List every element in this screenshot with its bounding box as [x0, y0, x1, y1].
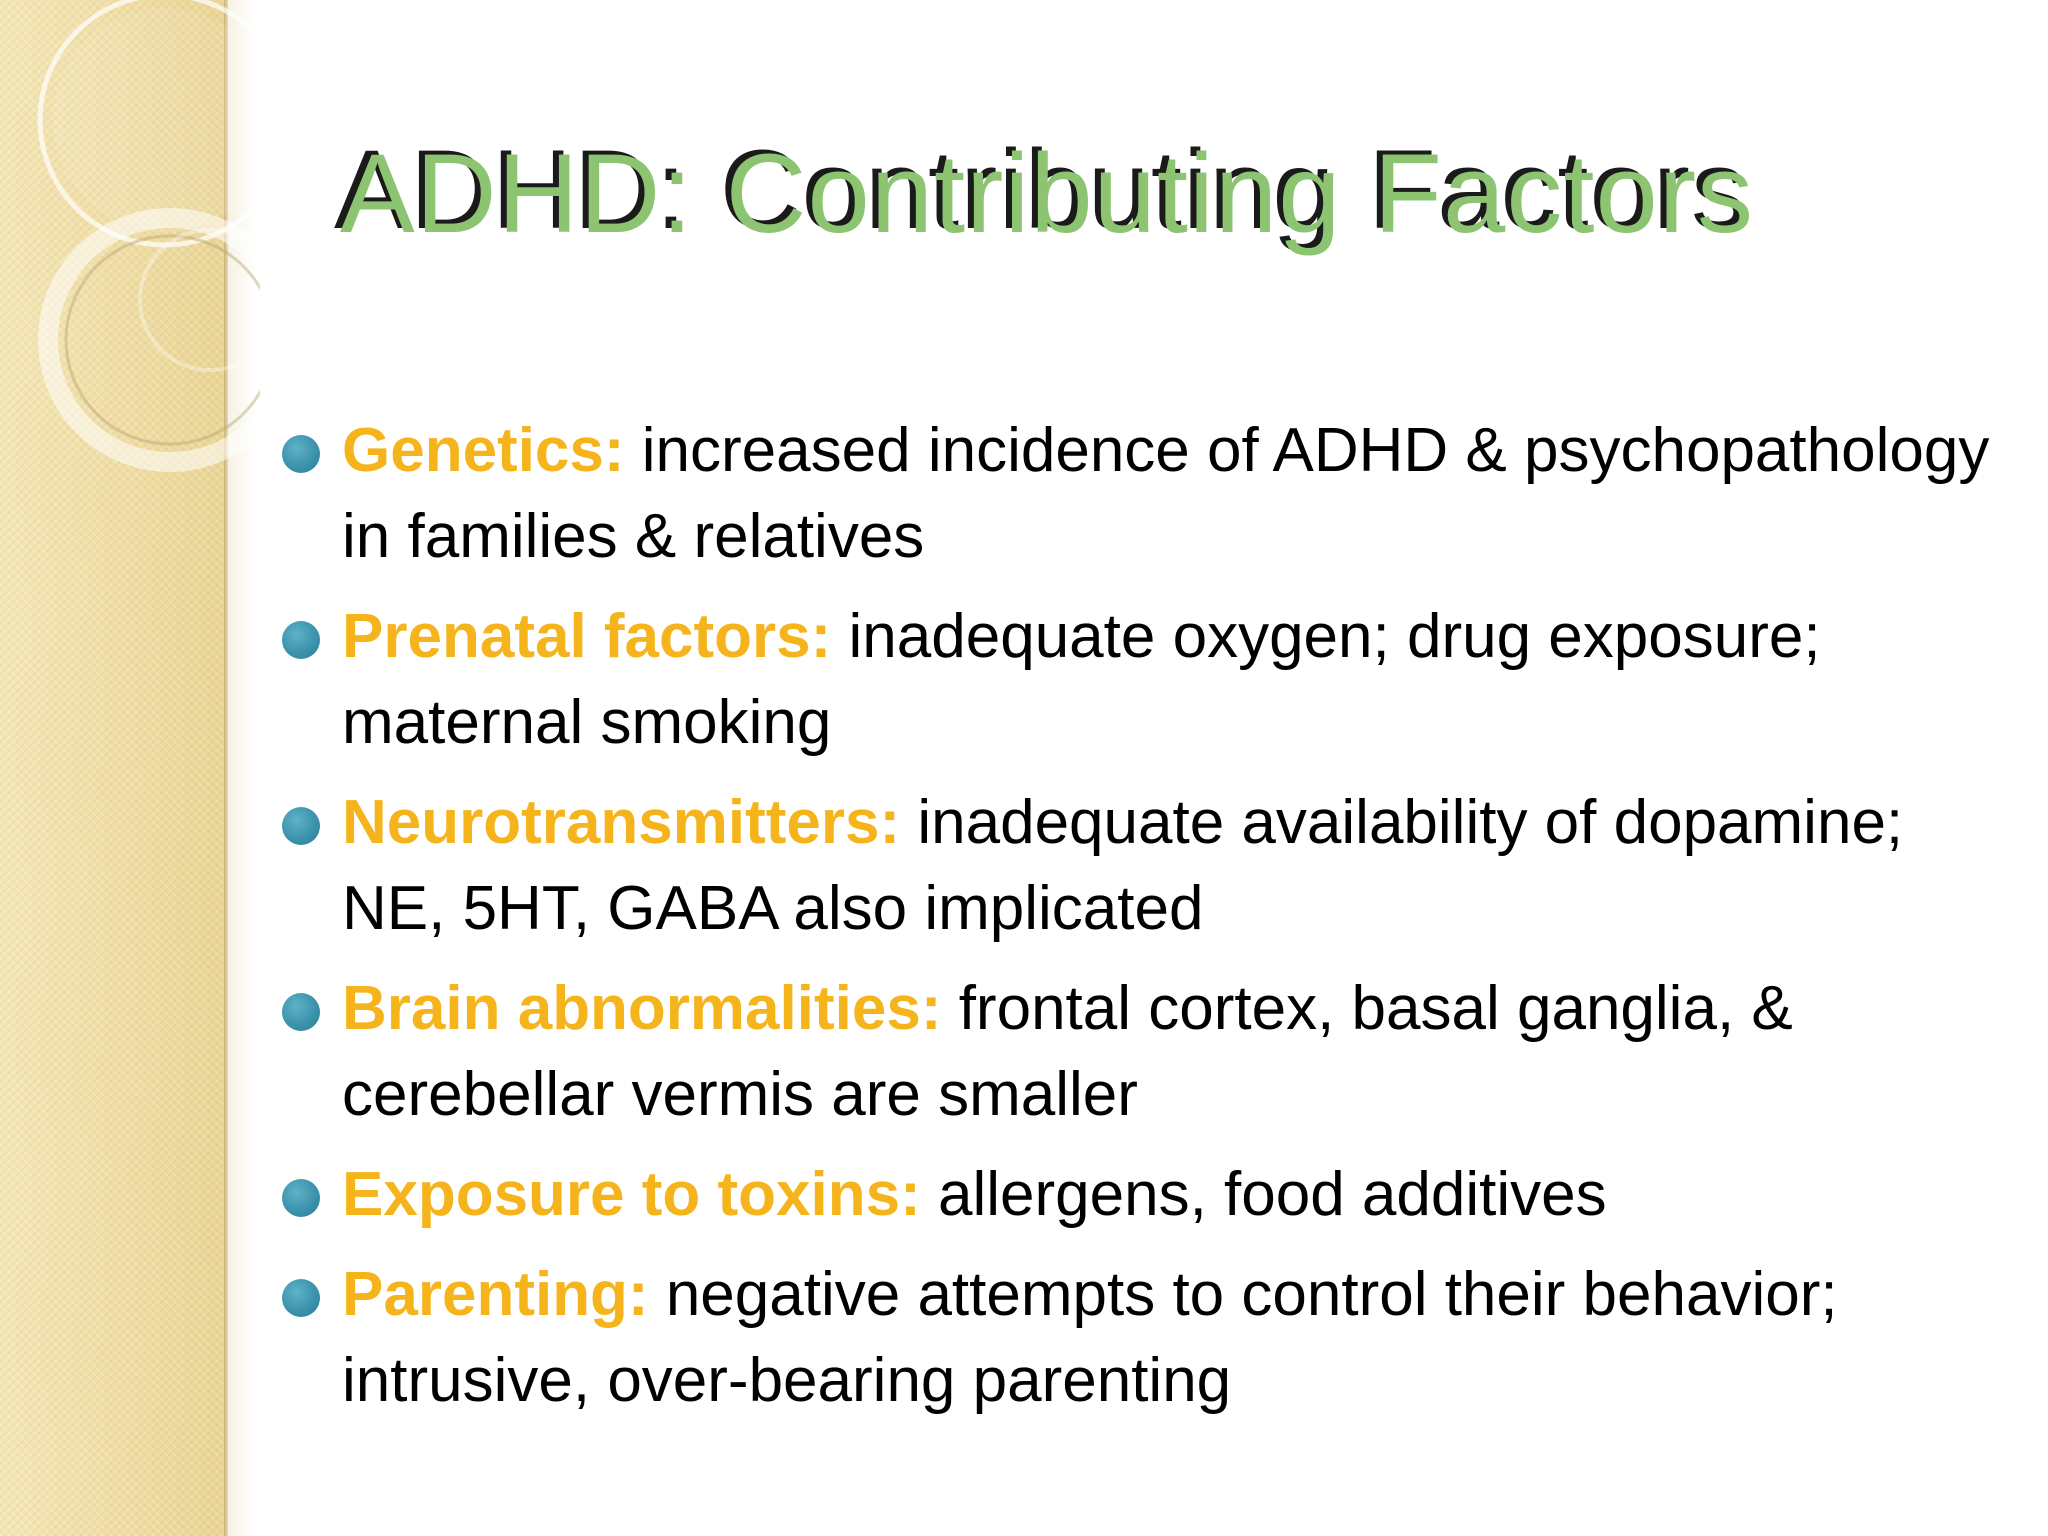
bullet-dot-icon	[282, 1179, 320, 1217]
ring-large-inner	[53, 8, 260, 232]
bullet-term: Parenting:	[342, 1260, 649, 1329]
bullet-genetics	[276, 408, 1996, 580]
bullet-text: increased incidence of ADHD & psychopathology in families & relatives	[342, 416, 1990, 571]
bullet-prenatal-factors	[276, 594, 1996, 766]
bullet-list	[276, 408, 1996, 1438]
bullet-term: Neurotransmitters:	[342, 788, 901, 857]
bullet-parenting	[276, 1252, 1996, 1424]
bullet-term: Brain abnormalities:	[342, 974, 942, 1043]
bullet-text: allergens, food additives	[920, 1160, 1607, 1229]
bullet-dot-icon	[282, 1279, 320, 1317]
bullet-neurotransmitters	[276, 780, 1996, 952]
bullet-dot-icon	[282, 807, 320, 845]
bullet-text: negative attempts to control their behavior; intrusive, over-bearing parenting	[342, 1260, 1838, 1415]
slide-title: ADHD: Contributing Factors	[340, 131, 1755, 256]
bullet-dot-icon	[282, 993, 320, 1031]
bullet-dot-icon	[282, 621, 320, 659]
bullet-term: Prenatal factors:	[342, 602, 832, 671]
bullet-dot-icon	[282, 435, 320, 473]
bullet-term: Genetics:	[342, 416, 625, 485]
bullet-exposure-to-toxins	[276, 1152, 1996, 1238]
ring-medium-inner	[66, 236, 260, 444]
bullet-term: Exposure to toxins:	[342, 1160, 921, 1229]
bullet-brain-abnormalities	[276, 966, 1996, 1138]
bullet-text: frontal cortex, basal ganglia, & cerebellar vermis are smaller	[342, 974, 1793, 1129]
decorative-rings	[0, 0, 260, 520]
bullet-text: inadequate oxygen; drug exposure; maternal smoking	[342, 602, 1821, 757]
bullet-text: inadequate availability of dopamine; NE, 5HT, GABA also implicated	[342, 788, 1904, 943]
